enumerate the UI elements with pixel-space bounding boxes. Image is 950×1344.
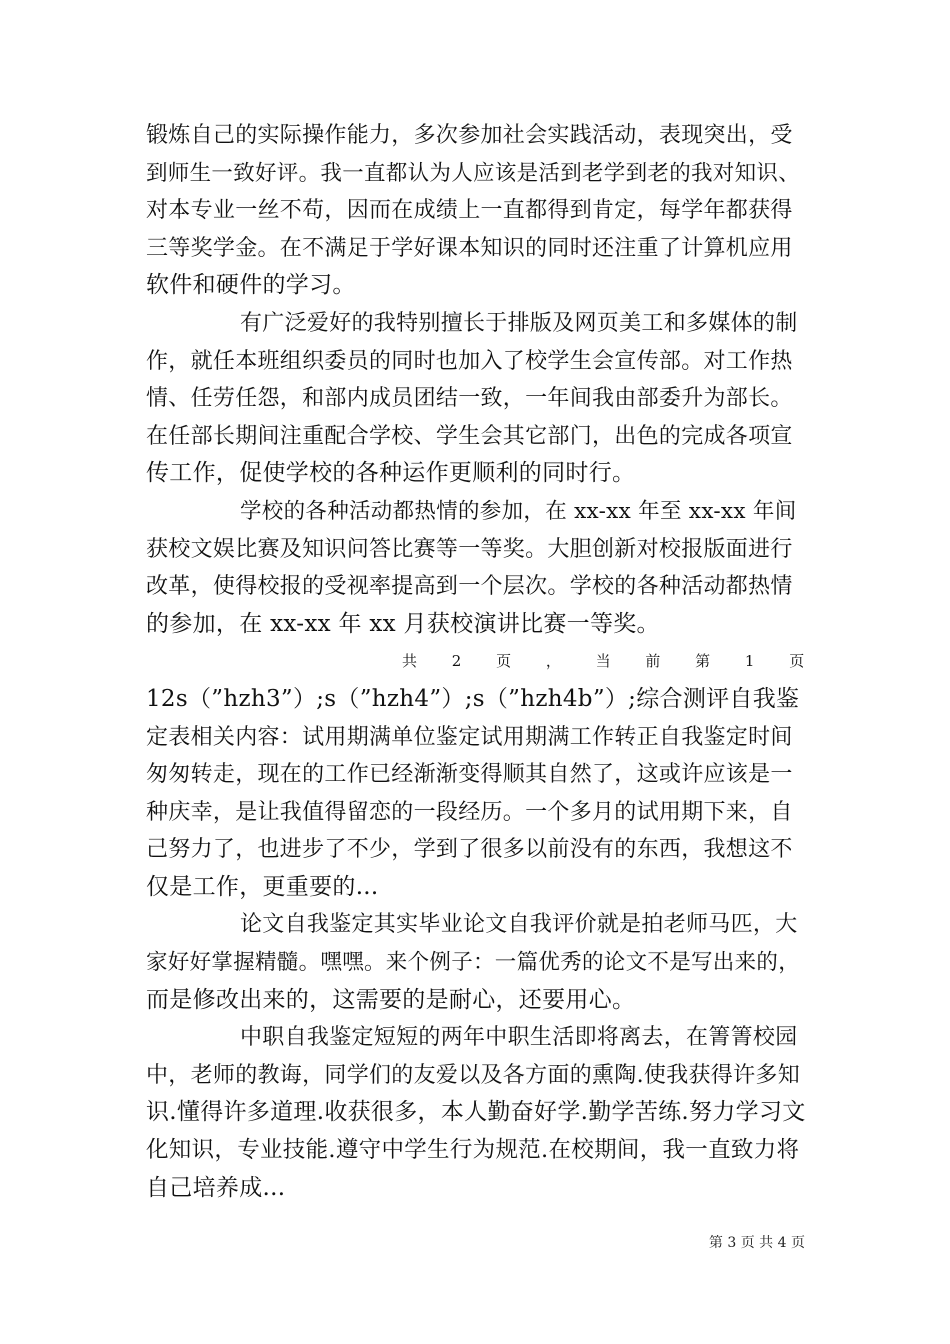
text-line: 12s（”hzh3”）;s（”hzh4”）;s（”hzh4b”）;综合测评自我鉴: [146, 685, 800, 712]
text-line: 的参加，在 xx-xx 年 xx 月获校演讲比赛一等奖。: [146, 610, 660, 637]
paragraph-start: 学校的各种活动都热情的参加，在 xx-xx 年至 xx-xx 年间: [240, 498, 797, 524]
text-line: 中，老师的教诲，同学们的友爱以及各方面的熏陶.使我获得许多知: [146, 1062, 800, 1088]
text-line: 三等奖学金。在不满足于学好课本知识的同时还注重了计算机应用: [146, 235, 793, 261]
text-line: 对本专业一丝不苟，因而在成绩上一直都得到肯定，每学年都获得: [146, 198, 793, 224]
text-line: 到师生一致好评。我一直都认为人应该是活到老学到老的我对知识、: [146, 160, 801, 186]
text-line: 化知识，专业技能.遵守中学生行为规范.在校期间，我一直致力将: [146, 1137, 800, 1164]
text-line: 情、任劳任怨，和部内成员团结一致，一年间我由部委升为部长。: [146, 386, 793, 412]
text-line: 作，就任本班组织委员的同时也加入了校学生会宣传部。对工作热: [146, 348, 793, 374]
text-line: 家好好掌握精髓。嘿嘿。来个例子：一篇优秀的论文不是写出来的，: [146, 950, 801, 976]
text-line: 传工作，促使学校的各种运作更顺利的同时行。: [146, 460, 636, 487]
text-line: 定表相关内容：试用期满单位鉴定试用期满工作转正自我鉴定时间: [146, 724, 793, 750]
text-line: 在任部长期间注重配合学校、学生会其它部门，出色的完成各项宣: [146, 423, 793, 449]
text-line: 匆匆转走，现在的工作已经渐渐变得顺其自然了，这或许应该是一: [146, 762, 793, 788]
text-line: 自己培养成...: [146, 1174, 286, 1201]
text-line: 识.懂得许多道理.收获很多，本人勤奋好学.勤学苦练.努力学习文: [146, 1099, 806, 1126]
paragraph-start: 有广泛爱好的我特别擅长于排版及网页美工和多媒体的制: [240, 310, 798, 336]
text-line: 锻炼自己的实际操作能力，多次参加社会实践活动，表现突出，受: [146, 123, 793, 148]
text-line: 种庆幸，是让我值得留恋的一段经历。一个多月的试用期下来，自: [146, 799, 793, 825]
paragraph-start: 中职自我鉴定短短的两年中职生活即将离去，在箐箐校园: [240, 1025, 798, 1051]
text-line: 己努力了，也进步了不少，学到了很多以前没有的东西，我想这不: [146, 837, 793, 863]
text-line: 仅是工作，更重要的...: [146, 873, 379, 900]
text-line: 软件和硬件的学习。: [146, 272, 356, 299]
text-line: 而是修改出来的，这需要的是耐心，还要用心。: [146, 986, 636, 1013]
page-indicator: 共 2 页 ， 当 前 第 1 页: [402, 652, 805, 671]
document-body: [146, 117, 806, 1207]
page-footer: 第 3 页 共 4 页: [708, 1235, 805, 1251]
paragraph-start: 论文自我鉴定其实毕业论文自我评价就是拍老师马匹，大: [240, 912, 798, 938]
text-line: 改革，使得校报的受视率提高到一个层次。学校的各种活动都热情: [146, 574, 793, 600]
text-line: 获校文娱比赛及知识问答比赛等一等奖。大胆创新对校报版面进行: [146, 536, 793, 562]
